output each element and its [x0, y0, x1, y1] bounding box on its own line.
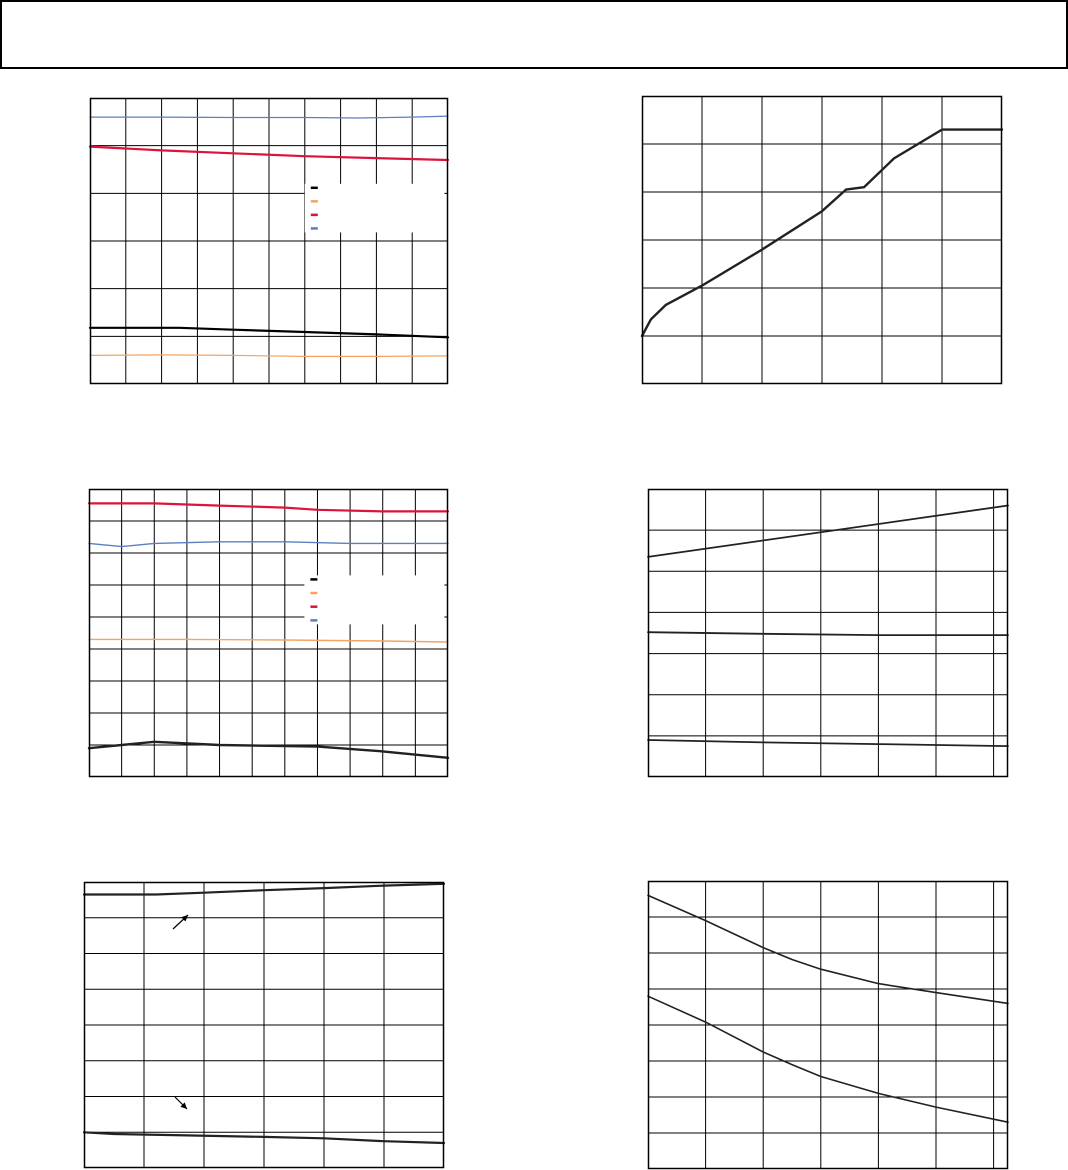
- chart-svg-middle-left: [89, 489, 448, 777]
- chart-top-left: [90, 98, 448, 384]
- plot-frame: [90, 490, 448, 777]
- chart-middle-left: [89, 489, 448, 777]
- series-line-0: [648, 895, 1008, 1003]
- chart-svg-top-right: [642, 96, 1002, 384]
- legend-box: [304, 575, 444, 624]
- chart-bottom-left: [84, 882, 444, 1168]
- chart-svg-bottom-left: [84, 882, 444, 1168]
- page-header-box: [0, 0, 1068, 69]
- series-line-1: [648, 632, 1008, 635]
- legend-box: [305, 184, 445, 233]
- chart-svg-bottom-right: [648, 881, 1008, 1169]
- series-line-2: [89, 639, 448, 642]
- series-line-3: [89, 742, 448, 758]
- series-line-1: [89, 542, 448, 547]
- series-line-0: [89, 503, 448, 511]
- series-line-0: [648, 506, 1008, 557]
- chart-bottom-right: [648, 881, 1008, 1169]
- chart-middle-right: [648, 489, 1008, 777]
- chart-top-right: [642, 96, 1002, 384]
- series-line-1: [648, 996, 1008, 1122]
- chart-svg-middle-right: [648, 489, 1008, 777]
- series-line-2: [648, 740, 1008, 746]
- chart-svg-top-left: [90, 98, 448, 384]
